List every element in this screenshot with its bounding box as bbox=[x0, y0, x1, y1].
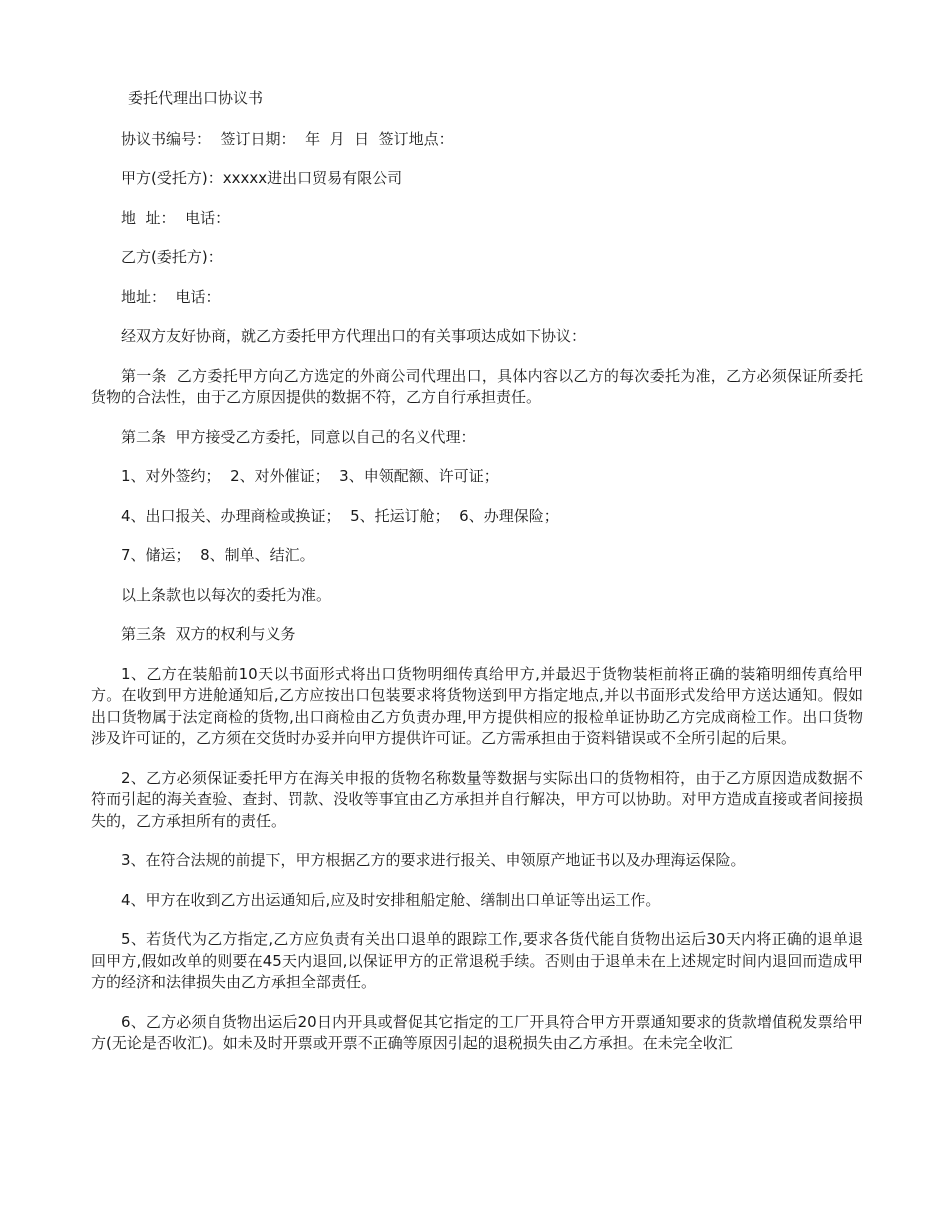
article-3-clause-3: 3、在符合法规的前提下，甲方根据乙方的要求进行报关、申领原产地证书以及办理海运保险。 bbox=[121, 851, 746, 869]
article-1: 第一条 乙方委托甲方向乙方选定的外商公司代理出口，具体内容以乙方的每次委托为准，乙方必须保证所委托货物的合法性，由于乙方原因提供的数据不符，乙方自行承担责任。 bbox=[91, 366, 863, 406]
article-2-items-2: 4、出口报关、办理商检或换证； 5、托运订舱； 6、办理保险； bbox=[121, 506, 559, 525]
party-a-contact: 地 址： 电话： bbox=[121, 208, 231, 227]
article-3-clause-4: 4、甲方在收到乙方出运通知后,应及时安排租船定舱、缮制出口单证等出运工作。 bbox=[121, 890, 661, 909]
article-2: 第二条 甲方接受乙方委托，同意以自己的名义代理： bbox=[121, 427, 476, 446]
document-title: 委托代理出口协议书 bbox=[128, 89, 264, 107]
article-3-clause-2: 2、乙方必须保证委托甲方在海关申报的货物名称数量等数据与实际出口的货物相符，由于乙方原因造成数据不符而引起的海关查验、查封、罚款、没收等事宜由乙方承担并自行解决，甲方可以协助。对甲方造成直接或者间接损失的，乙方承担所有的责任。 bbox=[91, 768, 863, 830]
party-b: 乙方(委托方)： bbox=[121, 248, 223, 266]
document-page bbox=[91, 88, 863, 1073]
article-3-clause-1: 1、乙方在装船前10天以书面形式将出口货物明细传真给甲方,并最迟于货物装柜前将正确的装箱明细传真给甲方。在收到甲方进舱通知后,乙方应按出口包装要求将货物送到甲方指定地点,并以书面形式发给甲方送达通知。假如出口货物属于法定商检的货物,出口商检由乙方负责办理,甲方提供相应的报检单证协助乙方完成商检工作。出口货物涉及许可证的，乙方须在交货时办妥并向甲方提供许可证。乙方需承担由于资料错误或不全所引起的后果。 bbox=[91, 664, 863, 747]
article-2-items-1: 1、对外签约； 2、对外催证； 3、申领配额、许可证； bbox=[121, 467, 499, 485]
article-3-heading: 第三条 双方的权利与义务 bbox=[121, 625, 296, 643]
article-3-clause-6: 6、乙方必须自货物出运后20日内开具或督促其它指定的工厂开具符合甲方开票通知要求的货款增值税发票给甲方(无论是否收汇)。如未及时开票或开票不正确等原因引起的退税损失由乙方承担。在未完全收汇 bbox=[91, 1012, 863, 1052]
party-a: 甲方(受托方)：xxxxx进出口贸易有限公司 bbox=[121, 169, 403, 187]
article-2-items-3: 7、储运； 8、制单、结汇。 bbox=[121, 546, 315, 564]
article-2-note: 以上条款也以每次的委托为准。 bbox=[121, 585, 332, 604]
party-b-contact: 地址： 电话： bbox=[121, 287, 221, 306]
agreement-info: 协议书编号： 签订日期： 年 月 日 签订地点： bbox=[121, 129, 454, 148]
preamble: 经双方友好协商，就乙方委托甲方代理出口的有关事项达成如下协议： bbox=[121, 327, 587, 345]
article-3-clause-5: 5、若货代为乙方指定,乙方应负责有关出口退单的跟踪工作,要求各货代能自货物出运后30天内将正确的退单退回甲方,假如改单的则要在45天内退回,以保证甲方的正常退税手续。否则由于退单未在上述规定时间内退回而造成甲方的经济和法律损失由乙方承担全部责任。 bbox=[91, 930, 863, 991]
